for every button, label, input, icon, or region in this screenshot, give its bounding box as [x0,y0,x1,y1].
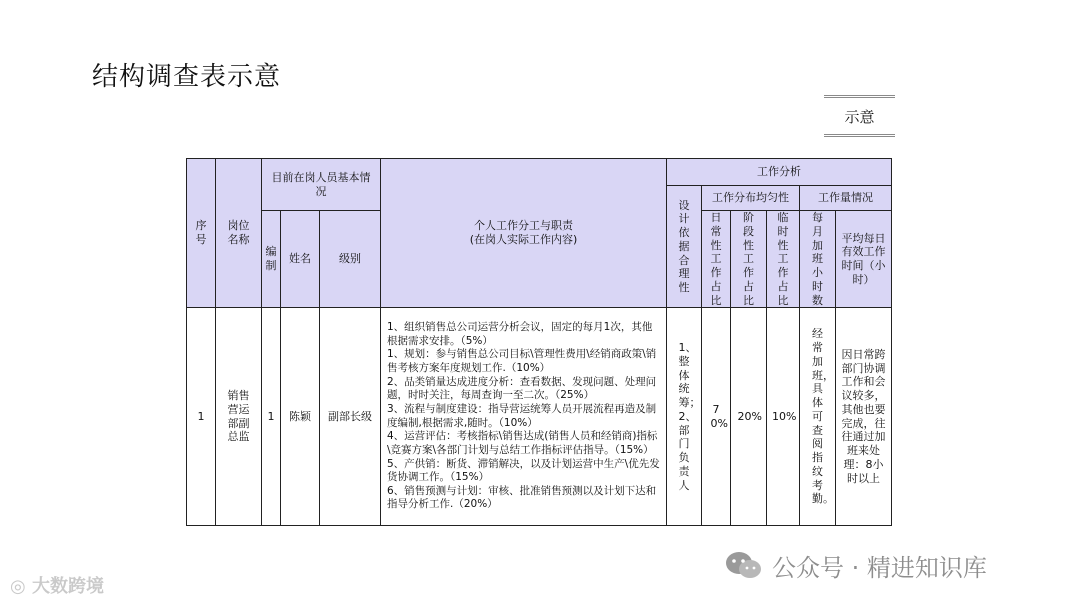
cell-temp: 10% [767,308,800,526]
table-row [187,308,892,526]
duty-item: 2、品类销量达成进度分析：查看数据、发现问题、处理问题，时时关注，每周查询一至二次。（25%） [387,375,657,402]
cell-level: 副部长级 [320,308,381,526]
header-temp: 临时性工作占比 [767,211,800,308]
wechat-icon [724,550,764,582]
cell-quota: 1 [262,308,281,526]
duty-item: 3、流程与制度建设：指导营运统筹人员开展流程再造及制度编制,根据需求,随时。（10%） [387,402,657,429]
cell-duties [381,308,667,526]
header-daily: 日常性工作占比 [702,211,731,308]
header-seq: 序号 [187,159,216,308]
brand-logo-icon: ◎ [10,576,26,597]
sample-tag: 示意 [824,95,895,137]
header-level: 级别 [320,211,381,308]
duty-item: 1、组织销售总公司运营分析会议，固定的每月1次，其他根据需求安排。（5%） [387,321,653,347]
header-name: 姓名 [281,211,320,308]
cell-stage: 20% [731,308,767,526]
duty-item: 1、规划：参与销售总公司目标\管理性费用\经销商政策\销售考核方案年度规划工作.（10%） [387,348,657,375]
cell-basis: 1、整体统筹；2、部门负责人 [667,308,702,526]
header-duties: 个人工作分工与职责 (在岗人实际工作内容) [381,159,667,308]
header-overtime: 每月加班小时数 [800,211,836,308]
header-stage: 阶段性工作占比 [731,211,767,308]
cell-daily: 70% [702,308,731,526]
brand-logo-watermark: ◎ 大数跨境 [10,576,104,597]
cell-name: 陈颖 [281,308,320,526]
header-analysis: 工作分析 [667,159,892,186]
duty-item: 6、销售预测与计划：审核、批准销售预测以及计划下达和指导分析工作.（20%） [387,484,657,511]
cell-overtime: 经常加班，具体可查阅指纹考勤。 [800,308,836,526]
structure-survey-table [186,158,892,526]
cell-seq: 1 [187,308,216,526]
page-title: 结构调查表示意 [92,62,282,92]
cell-avg-hours: 因日常跨部门协调工作和会议较多，其他也要完成，往往通过加班来处理：8小时以上 [836,308,892,526]
duty-item: 4、运营评估：考核指标\销售达成(销售人员和经销商)指标\竞赛方案\各部门计划与总结工作指标评估指导。（15%） [387,430,658,456]
cell-post: 销售营运部副总监 [216,308,262,526]
header-distribution: 工作分布均匀性 [702,186,800,211]
header-workload: 工作量情况 [800,186,892,211]
header-post: 岗位名称 [216,159,262,308]
header-basis: 设计依据合理性 [667,186,702,308]
duty-item: 5、产供销：断货、滞销解决，以及计划运营中生产\优先发货协调工作。（15%） [387,457,660,484]
wechat-watermark: 公众号 · 精进知识库 [724,548,987,583]
header-quota: 编制 [262,211,281,308]
header-staff-group: 目前在岗人员基本情况 [262,159,381,211]
header-avg-hours: 平均每日有效工作时间（小时） [836,211,892,308]
